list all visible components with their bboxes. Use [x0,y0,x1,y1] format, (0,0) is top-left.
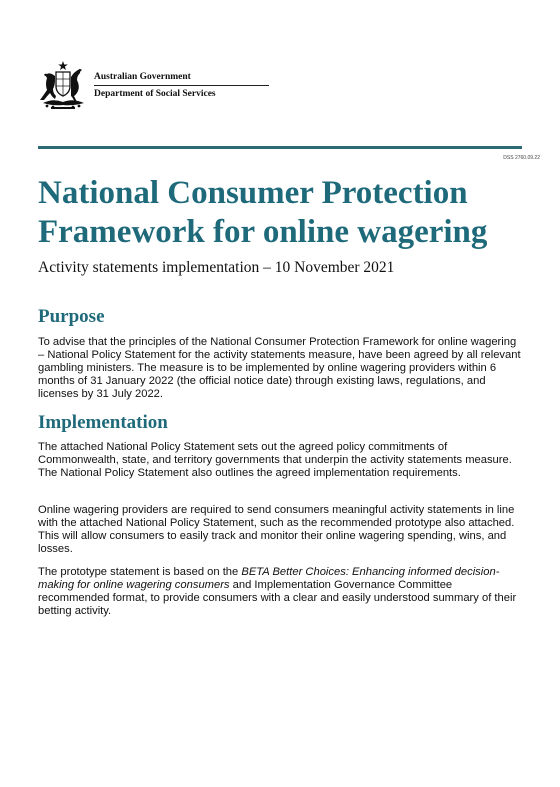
document-code: DSS 2760.09.22 [503,155,540,161]
paragraph-text: The prototype statement is based on the [38,566,242,578]
page-subtitle: Activity statements implementation – 10 November 2021 [38,259,395,276]
paragraph-text: and Implementation Governance Committee recommended format, to provide consumers with a clear and easily understood summary of their betting activity. [38,579,517,617]
section-heading-purpose: Purpose [38,306,105,327]
coat-of-arms-icon [37,60,89,110]
implementation-paragraph-2: Online wagering providers are required to send consumers meaningful activity statements in line with the attached National Policy Statement, such as the recommended prototype also attached. This will allow consumers to easily track and monitor their online wagering spending, wins, and losses. [38,504,515,555]
report-title-italic: BETA Better Choices: Enhancing informed decision-making for online wagering consumers [38,566,500,591]
purpose-paragraph: To advise that the principles of the National Consumer Protection Framework for online wagering – National Policy Statement for the activity statements measure, have been agreed by all relevant gambling ministers. The measure is to be implemented by online wagering providers within 6 months of 31 January 2022 (the official notice date) through existing laws, regulations, and licenses by 31 July 2022. [38,336,521,400]
implementation-paragraph-3 [38,566,522,618]
implementation-paragraph-1: The attached National Policy Statement sets out the agreed policy commitments of Commonwealth, state, and territory governments that underpin the activity statements measure. The National Policy Statement also outlines the agreed implementation requirements. [38,441,512,479]
section-heading-implementation: Implementation [38,412,168,433]
department-name: Department of Social Services [94,89,216,99]
title-rule [38,146,522,149]
header-divider [94,85,269,86]
government-name: Australian Government [94,72,191,82]
page-title: National Consumer Protection Framework for online wagering [38,175,488,250]
government-header [37,60,297,110]
